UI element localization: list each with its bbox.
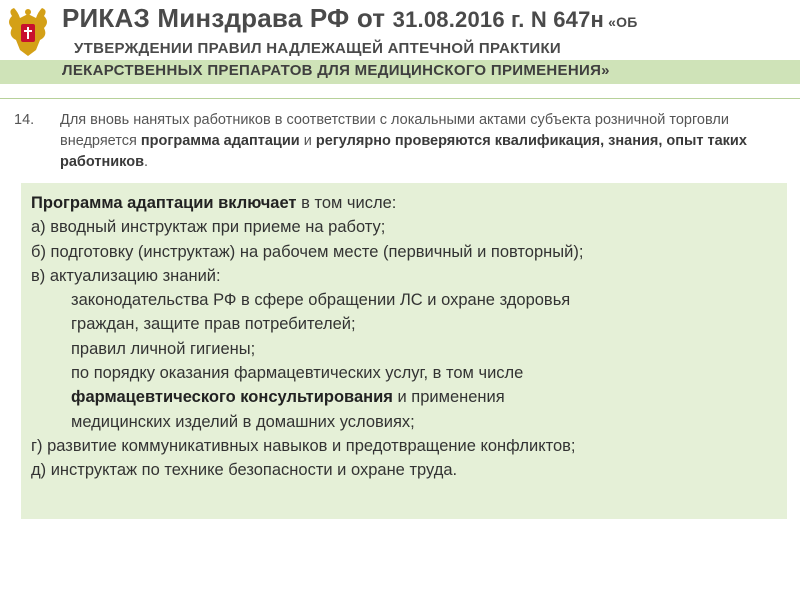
header-divider bbox=[0, 98, 800, 99]
program-item-g: г) развитие коммуникативных навыков и предотвращение конфликтов; bbox=[31, 436, 576, 455]
item-text: Для вновь нанятых работников в соответствии с локальными актами субъекта розничной торговли внедряется программа адаптации и регулярно проверяются квалификация, знания, опыт таких работников. bbox=[60, 112, 747, 170]
title-line-2: УТВЕРЖДЕНИИ ПРАВИЛ НАДЛЕЖАЩЕЙ АПТЕЧНОЙ ПРАКТИКИ bbox=[74, 40, 562, 57]
item-number: 14. bbox=[14, 112, 35, 128]
program-subitem-1b: граждан, защите прав потребителей; bbox=[71, 315, 356, 334]
program-subitem-3a: по порядку оказания фармацевтических услуг, в том числе bbox=[71, 364, 524, 383]
program-intro: Программа адаптации включает в том числе: bbox=[31, 194, 397, 212]
title-line-3: ЛЕКАРСТВЕННЫХ ПРЕПАРАТОВ ДЛЯ МЕДИЦИНСКОГО ПРИМЕНЕНИЯ» bbox=[62, 62, 610, 79]
program-subitem-3b: фармацевтического консультирования и применения bbox=[71, 388, 505, 407]
adaptation-program-box bbox=[21, 183, 787, 519]
coat-of-arms-icon bbox=[6, 6, 50, 58]
program-subitem-1a: законодательства РФ в сфере обращении ЛС и охране здоровья bbox=[71, 291, 571, 310]
program-item-a: а) вводный инструктаж при приеме на работу; bbox=[31, 218, 386, 237]
program-item-d: д) инструктаж по технике безопасности и охране труда. bbox=[31, 461, 458, 480]
title-line-1: РИКАЗ Минздрава РФ от 31.08.2016 г. N 647н «ОБ bbox=[62, 3, 638, 33]
program-item-v: в) актуализацию знаний: bbox=[31, 266, 221, 285]
program-subitem-2: правил личной гигиены; bbox=[71, 339, 256, 358]
slide-header bbox=[0, 0, 800, 92]
program-item-b: б) подготовку (инструктаж) на рабочем месте (первичный и повторный); bbox=[31, 242, 584, 261]
program-subitem-3c: медицинских изделий в домашних условиях; bbox=[71, 412, 415, 431]
